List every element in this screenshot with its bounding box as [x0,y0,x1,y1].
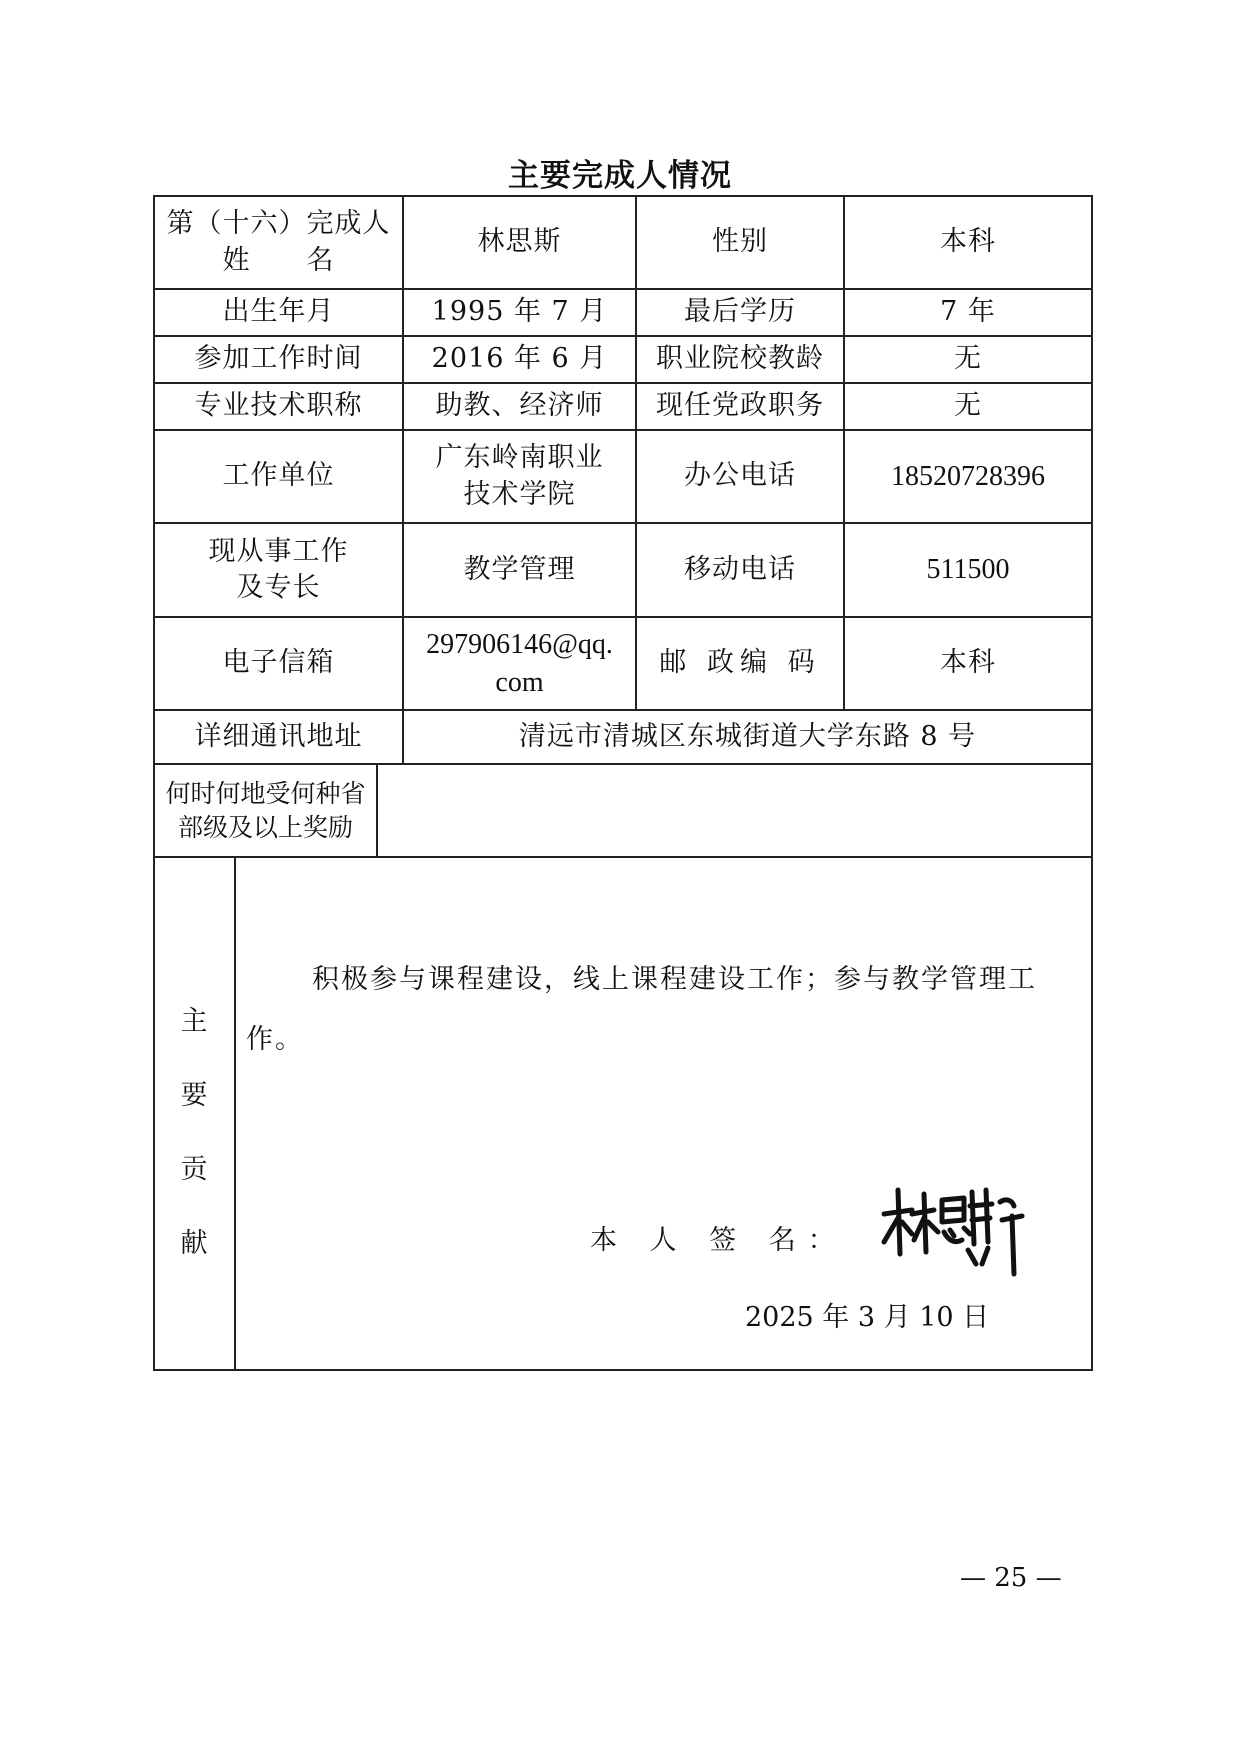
current-work-value: 教学管理 [463,553,576,585]
postcode-label: 邮 政编 码 [659,647,821,679]
email-value: 297906146@qq. com [426,628,613,698]
party-post-label: 现任党政职务 [656,390,824,422]
work-start-label: 参加工作时间 [194,343,363,375]
education-value: 7 年 [940,296,996,328]
gender-value: 本科 [940,226,996,258]
mobile-phone-label: 移动电话 [684,553,796,585]
birth-label: 出生年月 [222,296,335,328]
signature-label: 本 人 签 名： [590,1225,847,1256]
pro-title-value: 助教、经济师 [435,390,604,422]
name-value: 林思斯 [477,226,562,258]
employer-label: 工作单位 [222,460,335,492]
teaching-years-label: 职业院校教龄 [656,343,824,375]
awards-value [378,765,1091,856]
postcode-value: 本科 [940,647,996,679]
pro-title-label: 专业技术职称 [194,390,363,422]
awards-label: 何时何地受何种省 部级及以上奖励 [165,778,366,842]
name-label: 第（十六）完成人 姓 名 [166,208,391,276]
party-post-value: 无 [954,390,982,422]
current-work-label: 现从事工作 及专长 [208,535,349,603]
row-divider [153,856,1093,858]
teaching-years-value: 无 [954,343,982,375]
birth-value: 1995 年 7 月 [431,296,608,328]
contribution-text: 积极参与课程建设，线上课程建设工作；参与教学管理工作。 [246,964,1037,1055]
contribution-label: 主 要 贡 献 [180,1006,208,1259]
education-label: 最后学历 [684,296,796,328]
mobile-phone-value: 511500 [926,554,1010,586]
office-phone-label: 办公电话 [684,460,796,492]
page-number: — 25 — [960,1563,1062,1593]
address-value: 清远市清城区东城街道大学东路 8 号 [518,720,977,752]
address-label: 详细通讯地址 [194,720,363,752]
gender-label: 性别 [712,226,768,258]
office-phone-value: 18520728396 [891,460,1045,492]
email-label: 电子信箱 [222,647,335,679]
signature-date: 2025 年 3 月 10 日 [745,1302,990,1333]
work-start-value: 2016 年 6 月 [431,343,608,375]
page-title: 主要完成人情况 [508,158,732,194]
handwritten-signature [878,1180,1028,1280]
employer-value: 广东岭南职业 技术学院 [435,442,604,510]
